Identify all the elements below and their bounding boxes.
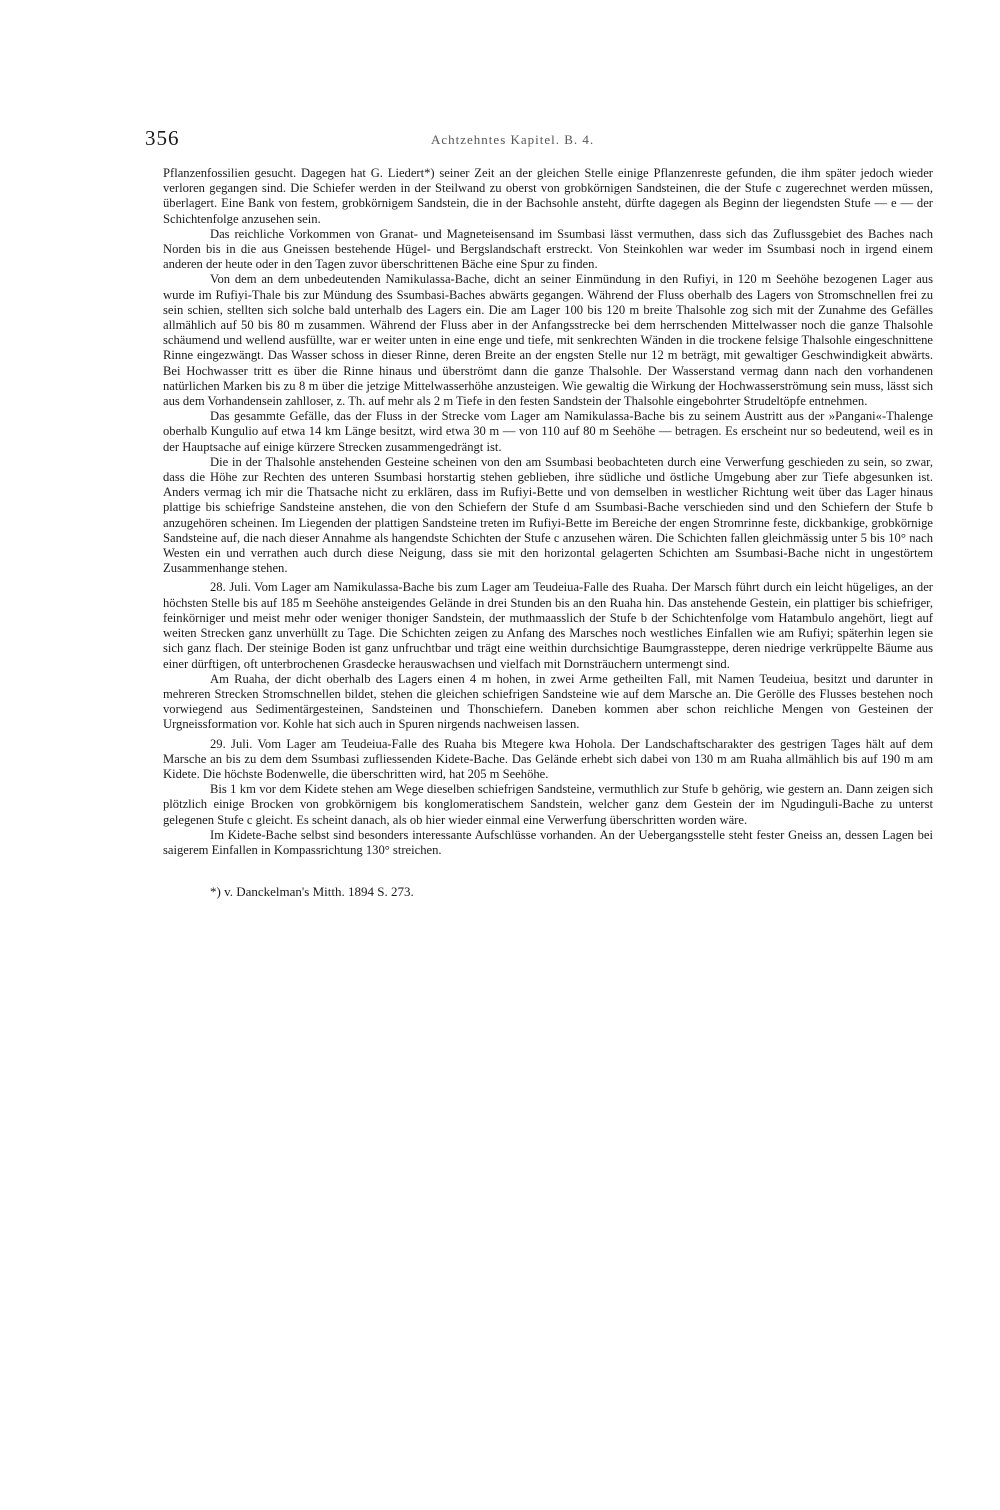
running-title: Achtzehntes Kapitel. B. 4.	[431, 132, 595, 147]
paragraph-ruaha: Am Ruaha, der dicht oberhalb des Lagers einen 4 m hohen, in zwei Arme getheilten Fall, mit Namen Teudeiua, besitzt und darunter in mehreren Strecken Stromschnellen bildet, stehen die gleichen schiefrigen Sandsteine wie auf dem Marsche an. Die Gerölle des Flusses bestehen noch vorwiegend aus Sedimentärgesteinen, Sandsteinen und Thonschiefern. Daneben kommen aber schon reichliche Mengen von Gesteinen der Urgneissformation vor. Kohle hat sich auch in Spuren nirgends nachweisen lassen.	[163, 671, 933, 732]
paragraph-gefaelle: Das gesammte Gefälle, das der Fluss in der Strecke vom Lager am Namikulassa-Bache bis zu seinem Austritt aus der »Pangani«-Thalenge oberhalb Kungulio auf etwa 14 km Länge besitzt, wird etwa 30 m — von 110 auf 80 m Seehöhe — betragen. Es erscheint nur so bedeutend, weil es in der Hauptsache auf einige kürzere Strecken zusammengedrängt ist.	[163, 409, 933, 454]
book-page	[145, 126, 933, 900]
paragraph-29-juli: 29. Juli. Vom Lager am Teudeiua-Falle des Ruaha bis Mtegere kwa Hohola. Der Landschaftscharakter des gestrigen Tages hält auf dem Marsche an bis zu dem dem Ssumbasi zufliessenden Kidete-Bache. Das Gelände erhebt sich dabei von 130 m am Ruaha allmählich bis auf 190 m am Kidete. Die höchste Bodenwelle, die überschritten wird, hat 205 m Seehöhe.	[163, 736, 933, 781]
paragraph-kidete-bach: Im Kidete-Bache selbst sind besonders interessante Aufschlüsse vorhanden. An der Uebergangsstelle steht fester Gneiss an, dessen Lagen bei saigerem Einfallen in Kompassrichtung 130° streichen.	[163, 827, 933, 857]
page-number: 356	[145, 126, 180, 150]
paragraph-namikulassa: Von dem an dem unbedeutenden Namikulassa-Bache, dicht an seiner Einmündung in den Rufiyi, in 120 m Seehöhe bezogenen Lager aus wurde im Rufiyi-Thale bis zur Mündung des Ssumbasi-Baches abwärts gegangen. Während der Fluss oberhalb des Lagers von Stromschnellen frei zu sein schien, stellten sich solche bald unterhalb des Lagers ein. Die am Lager 100 bis 120 m breite Thalsohle zog sich mit der Zunahme des Gefälles allmählich auf 50 bis 80 m zusammen. Während der Fluss aber in der Anfangsstrecke bei dem herrschenden Mittelwasser noch die ganze Thalsohle schäumend und wellend ausfüllte, war er weiter unten in eine enge und tiefe, mit senkrechten Wänden in die trockene felsige Thalsohle eingeschnittene Rinne eingezwängt. Das Wasser schoss in dieser Rinne, deren Breite an der engsten Stelle nur 12 m beträgt, mit gewaltiger Geschwindigkeit abwärts. Bei Hochwasser tritt es über die Rinne hinaus und überströmt dann die ganze Thalsohle. Der Wasserstand vermag dann nach den vorhandenen natürlichen Marken bis zu 8 m über die jetzige Mittelwasserhöhe anzusteigen. Wie gewaltig die Wirkung der Hochwasserströmung sein muss, lässt sich aus dem Vorhandensein zahlloser, z. Th. auf mehr als 2 m Tiefe in den festen Sandstein der Thalsohle eingebohrter Strudeltöpfe entnehmen.	[163, 272, 933, 409]
paragraph-granat: Das reichliche Vorkommen von Granat- und Magneteisensand im Ssumbasi lässt vermuthen, dass sich das Zuflussgebiet des Baches nach Norden bis in die aus Gneissen bestehende Hügel- und Bergslandschaft erstreckt. Von Steinkohlen war weder im Ssumbasi noch in irgend einem anderen der heute oder in den Tagen zuvor überschrittenen Bäche eine Spur zu finden.	[163, 226, 933, 272]
paragraph-28-juli: 28. Juli. Vom Lager am Namikulassa-Bache bis zum Lager am Teudeiua-Falle des Ruaha. Der Marsch führt durch ein leicht hügeliges, an der höchsten Stelle bis auf 185 m Seehöhe ansteigendes Gelände in drei Stunden bis an den Ruaha hin. Das anstehende Gestein, ein plattiger bis schiefriger, feinkörniger und meist mehr oder weniger thoniger Sandstein, der muthmaasslich der Stufe b der Schichtenfolge vom Hatambulo angehört, liegt auf weiten Strecken ganz unverhüllt zu Tage. Die Schichten zeigen zu Anfang des Marsches noch westliches Einfallen wie am Rufiyi; späterhin legen sie sich ganz flach. Der steinige Boden ist ganz unfruchtbar und trägt eine weithin durchsichtige Baumgrassteppe, deren niedrige verkrüppelte Bäume aus einer dürftigen, oft unterbrochenen Grasdecke herauswachsen und vielfach mit Dornsträuchern untermengt sind.	[163, 580, 933, 671]
footnote: *) v. Danckelman's Mitth. 1894 S. 273.	[210, 884, 414, 900]
body-text	[163, 166, 933, 858]
page-header	[145, 126, 933, 166]
paragraph-verwerfung: Die in der Thalsohle anstehenden Gesteine scheinen von den am Ssumbasi beobachteten durch eine Verwerfung geschieden zu sein, so zwar, dass die Höhe zur Rechten des unteren Ssumbasi horstartig stehen geblieben, ihre südliche und östliche Umgebung aber zur Tiefe abgesunken ist. Anders vermag ich mir die Thatsache nicht zu erklären, dass im Rufiyi-Bette und von demselben in westlicher Richtung weit über das Lager hinaus plattige bis schiefrige Sandsteine anstehen, die von den Schiefern der Stufe d am Ssumbasi-Bache verschieden sind und den Schiefern der Stufe b anzugehören scheinen. Im Liegenden der plattigen Sandsteine treten im Rufiyi-Bette im Bereiche der engen Stromrinne feste, dickbankige, grobkörnige Sandsteine auf, die nach dieser Annahme als hangendste Schichten der Stufe c anzusehen wären. Die Schichten fallen gleichmässig unter 5 bis 10° nach Westen ein und verrathen auch durch diese Neigung, dass sie mit den horizontal gelagerten Schichten am Ssumbasi-Bache nicht in ungestörtem Zusammenhange stehen.	[163, 454, 933, 576]
paragraph-continuation: Pflanzenfossilien gesucht. Dagegen hat G. Liedert*) seiner Zeit an der gleichen Stelle einige Pflanzenreste gefunden, die ihm später jedoch wieder verloren gegangen sind. Die Schiefer werden in der Steilwand zu oberst von grobkörnigen Sandsteinen, die der Stufe c zugerechnet werden müssen, überlagert. Eine Bank von festem, grobkörnigem Sandstein, die in der Bachsohle ansteht, dürfte dagegen als Beginn der liegendsten Stufe — e — der Schichtenfolge anzusehen sein.	[163, 166, 933, 226]
paragraph-kidete-approach: Bis 1 km vor dem Kidete stehen am Wege dieselben schiefrigen Sandsteine, vermuthlich zur Stufe b gehörig, wie gestern an. Dann zeigen sich plötzlich einige Brocken von grobkörnigem bis konglomeratischem Sandstein, welcher ganz dem Gestein der im Ngudinguli-Bache zu unterst gelegenen Stufe c gleicht. Es scheint danach, als ob hier wieder einmal eine Verwerfung überschritten worden wäre.	[163, 782, 933, 827]
